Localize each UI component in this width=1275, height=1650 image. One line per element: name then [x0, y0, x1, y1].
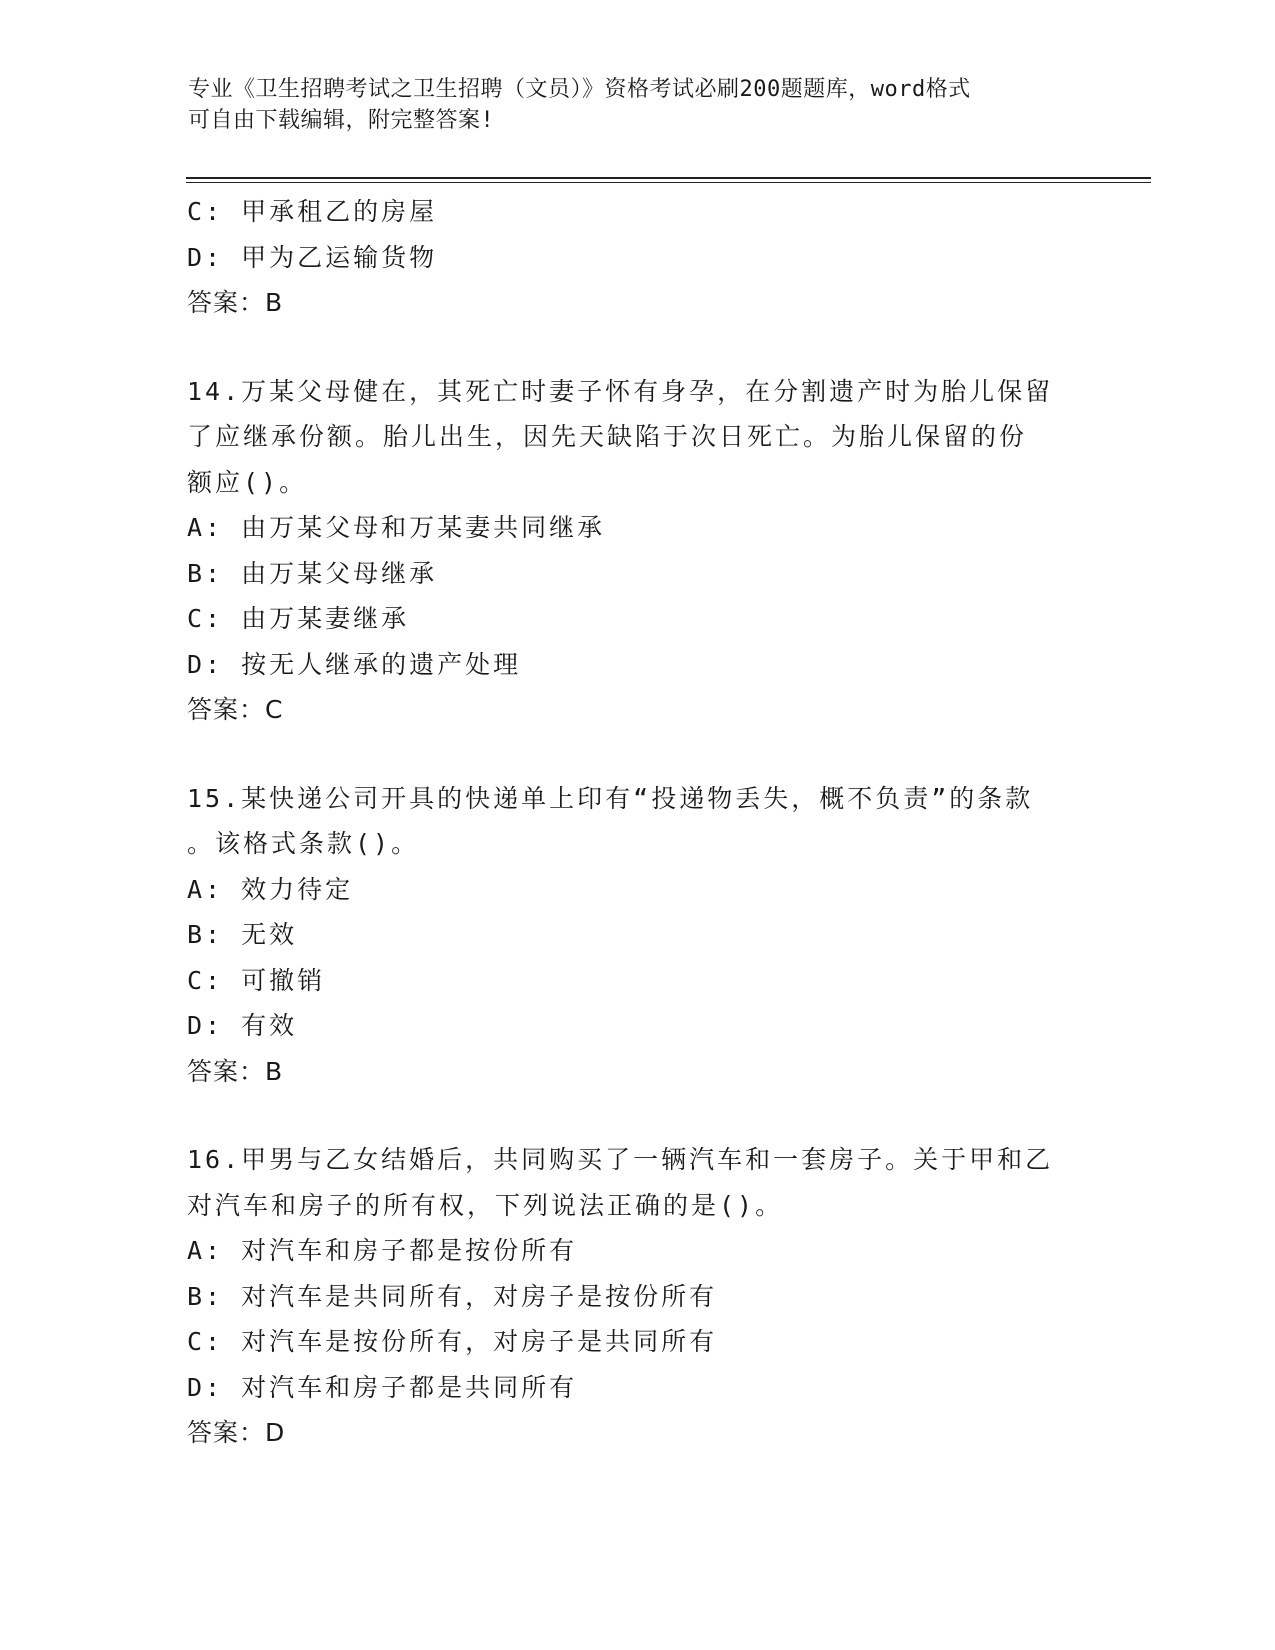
- option-c: C: 对汽车是按份所有，对房子是共同所有: [187, 1327, 718, 1356]
- option-d: D: 有效: [187, 1011, 298, 1040]
- option-d: D: 对汽车和房子都是共同所有: [187, 1372, 578, 1402]
- question-text-line: 。该格式条款()。: [187, 829, 420, 858]
- option-b: B: 无效: [187, 920, 298, 949]
- option-d: D: 甲为乙运输货物: [187, 242, 438, 272]
- question-content: [187, 189, 1087, 1456]
- option-d: D: 按无人继承的遗产处理: [187, 649, 522, 679]
- question-text-line: 额应()。: [187, 467, 308, 497]
- header-divider-thick: [186, 177, 1151, 179]
- header-divider-thin: [186, 182, 1151, 183]
- option-b: B: 对汽车是共同所有，对房子是按份所有: [187, 1281, 718, 1311]
- option-c: C: 由万某妻继承: [187, 604, 410, 633]
- option-a: A: 对汽车和房子都是按份所有: [187, 1236, 578, 1265]
- answer-line: 答案：B: [187, 288, 284, 317]
- question-text-line: 了应继承份额。胎儿出生，因先天缺陷于次日死亡。为胎儿保留的份: [187, 422, 1028, 451]
- document-header: [188, 74, 1068, 136]
- question-15: [187, 776, 1087, 1095]
- question-text-line: 16.甲男与乙女结婚后，共同购买了一辆汽车和一套房子。关于甲和乙: [187, 1145, 1054, 1174]
- question-text-line: 对汽车和房子的所有权，下列说法正确的是()。: [187, 1190, 784, 1220]
- option-a: A: 由万某父母和万某妻共同继承: [187, 513, 606, 542]
- answer-line: 答案：C: [187, 695, 284, 724]
- header-line-1: 专业《卫生招聘考试之卫生招聘（文员）》资格考试必刷200题题库，word格式: [188, 77, 971, 102]
- question-text-line: 15.某快递公司开具的快递单上印有“投递物丢失，概不负责”的条款: [187, 783, 1034, 813]
- question-14: [187, 369, 1087, 733]
- option-c: C: 可撤销: [187, 965, 326, 995]
- question-16: [187, 1137, 1087, 1456]
- previous-question: [187, 189, 1087, 326]
- option-b: B: 由万某父母继承: [187, 558, 438, 588]
- answer-line: 答案：B: [187, 1056, 284, 1086]
- option-a: A: 效力待定: [187, 874, 354, 904]
- header-line-2: 可自由下载编辑，附完整答案!: [188, 108, 495, 133]
- question-text-line: 14.万某父母健在，其死亡时妻子怀有身孕，在分割遗产时为胎儿保留: [187, 376, 1054, 406]
- option-c: C: 甲承租乙的房屋: [187, 197, 438, 226]
- answer-line: 答案：D: [187, 1418, 286, 1447]
